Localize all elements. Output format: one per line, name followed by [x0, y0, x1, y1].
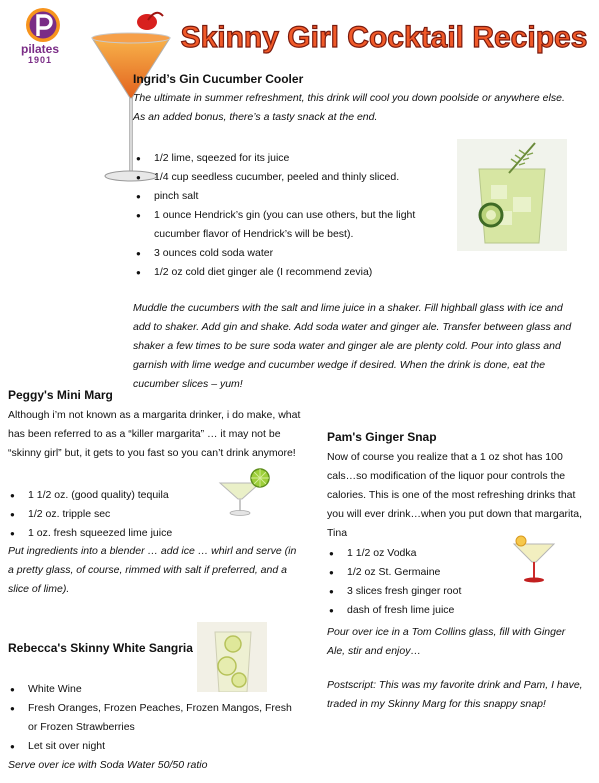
cucumber-cooler-photo	[457, 139, 567, 251]
list-item: ● White Wine	[8, 680, 298, 699]
ingrid-ingredient-list	[134, 149, 452, 282]
peggy-intro: Although i’m not known as a margarita drinker, i do make, what has been referred to as a “killer margarita” … it may not be “skinny girl” but, it gets to you fast so you can’t drink anymore!	[8, 409, 301, 459]
list-item: ● pinch salt	[134, 187, 452, 206]
ingrid-method: Muddle the cucumbers with the salt and lime juice in a shaker. Fill highball glass with ice and add to shaker. Add gin and shake. Add soda water and ginger ale. Transfer between glass and shaker a few times to be sure soda water and ginger ale are plenty cold. Pour into glass and garnish with lime wedge and cucumber wedge if desired. When the drink is done, eat the cucumber slices – yum!	[133, 302, 572, 390]
ginger-snap-glass-photo	[508, 530, 560, 586]
brand-name: pilates	[20, 42, 59, 56]
list-item: ● 3 slices fresh ginger root	[327, 582, 507, 601]
list-item: ● 1/2 oz St. Germaine	[327, 563, 507, 582]
brand-year: 1901	[27, 55, 53, 65]
list-item: ● 1/4 cup seedless cucumber, peeled and thinly sliced.	[134, 168, 452, 187]
list-item: ● Let sit over night	[8, 737, 298, 756]
list-item: ● 1/2 lime, sqeezed for its juice	[134, 149, 452, 168]
rebecca-ingredient-list	[8, 680, 298, 756]
pam-method: Pour over ice in a Tom Collins glass, fill with Ginger Ale, stir and enjoy…	[327, 626, 566, 657]
list-item: ● 1/2 oz. tripple sec	[8, 505, 208, 524]
page-title-text: Skinny Girl Cocktail Recipes	[180, 21, 588, 54]
ingrid-heading: Ingrid’s Gin Cucumber Cooler	[133, 72, 304, 86]
page-title	[180, 14, 590, 58]
list-item: ● 1 ounce Hendrick’s gin (you can use others, but the light cucumber flavor of Hendrick’s will be best).	[134, 206, 452, 244]
list-item: ● 1 oz. fresh squeezed lime juice	[8, 524, 208, 543]
list-item: ● dash of fresh lime juice	[327, 601, 507, 620]
list-item: ● 1 1/2 oz. (good quality) tequila	[8, 486, 208, 505]
logo-label	[0, 44, 80, 66]
margarita-glass-photo	[216, 463, 270, 517]
list-item: ● Fresh Oranges, Frozen Peaches, Frozen Mangos, Fresh or Frozen Strawberries	[8, 699, 298, 737]
peggy-ingredient-list	[8, 486, 208, 543]
pam-intro: Now of course you realize that a 1 oz shot has 100 cals…so modification of the liquor pour controls the calories. This is one of the most refreshing drinks that you will ever drink…when you put down that margarita, Tina	[327, 451, 583, 539]
list-item: ● 1 1/2 oz Vodka	[327, 544, 507, 563]
rebecca-heading: Rebecca's Skinny White Sangria	[8, 641, 193, 655]
peggy-heading: Peggy's Mini Marg	[8, 388, 113, 402]
list-item: ● 1/2 oz cold diet ginger ale (I recommend zevia)	[134, 263, 452, 282]
pam-ingredient-list	[327, 544, 507, 620]
list-item: ● 3 ounces cold soda water	[134, 244, 452, 263]
pam-postscript: Postscript: This was my favorite drink and Pam, I have, traded in my Skinny Marg for this snappy snap!	[327, 679, 583, 710]
pam-heading: Pam's Ginger Snap	[327, 430, 437, 444]
rebecca-method: Serve over ice with Soda Water 50/50 ratio	[8, 759, 208, 771]
peggy-method: Put ingredients into a blender … add ice … whirl and serve (in a pretty glass, of course, rimmed with salt if preferred, and a slice of lime).	[8, 545, 297, 595]
ingrid-intro: The ultimate in summer refreshment, this drink will cool you down poolside or anywhere else. As an added bonus, there’s a tasty snack at the end.	[133, 92, 565, 123]
